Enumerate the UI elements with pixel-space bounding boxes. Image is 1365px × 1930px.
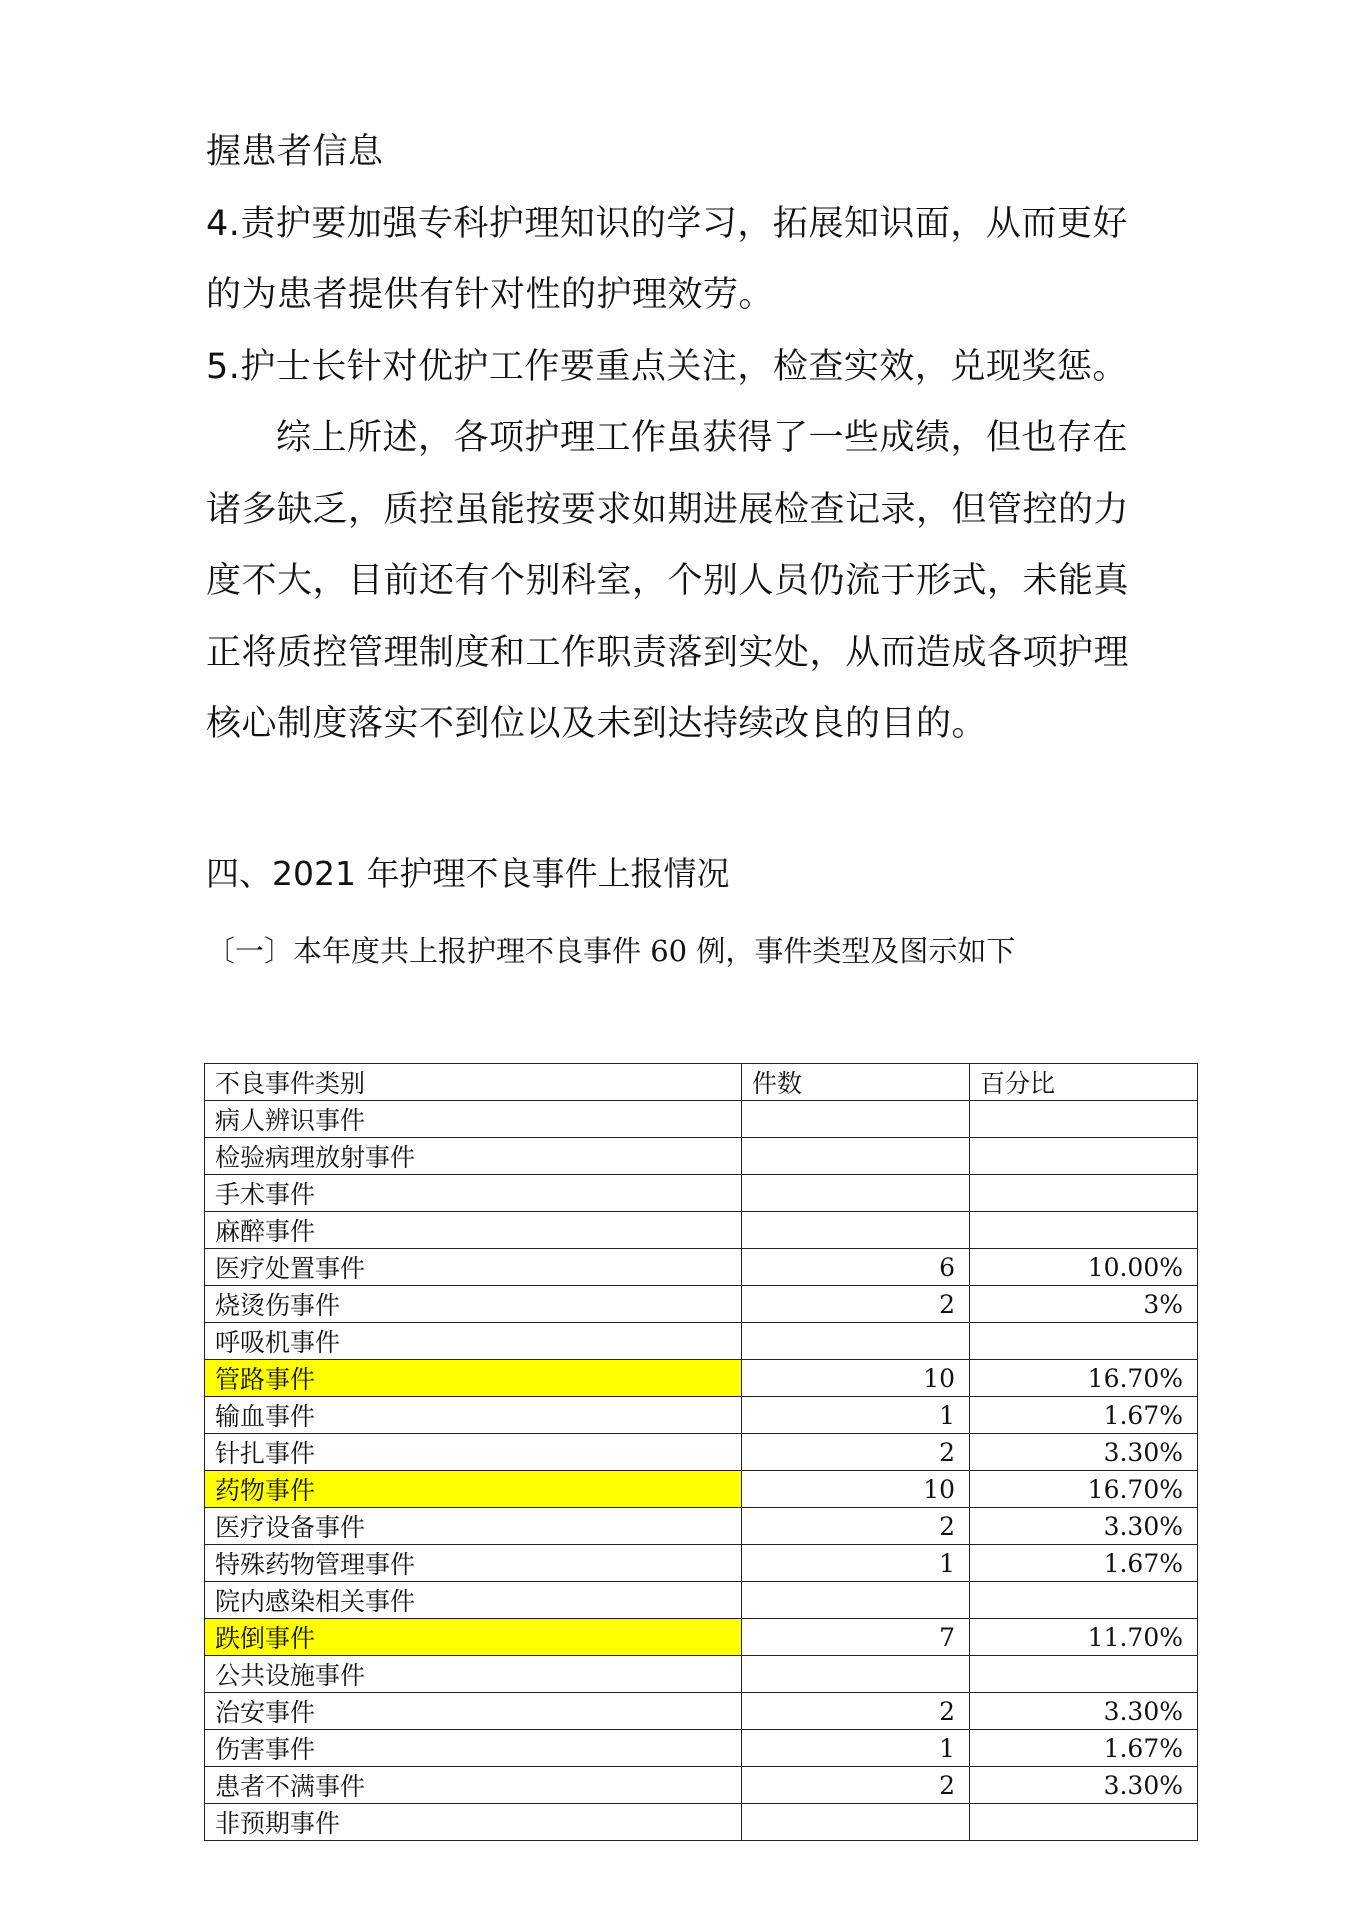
event-category-cell: 跌倒事件 [205,1619,742,1656]
text-line: 握患者信息 [206,132,384,172]
text-line: 正将质控管理制度和工作职责落到实处，从而造成各项护理 [206,632,1130,673]
event-category-cell: 患者不满事件 [205,1767,742,1804]
text-line: 度不大，目前还有个别科室，个别人员仍流于形式，未能真 [206,561,1130,601]
event-category-cell: 麻醉事件 [205,1212,742,1249]
event-count-cell [742,1212,970,1249]
table-row [205,1249,1198,1286]
event-category-cell: 医疗处置事件 [205,1249,742,1286]
event-category-cell: 药物事件 [205,1471,742,1508]
table-row [205,1582,1198,1619]
header-count: 件数 [742,1064,970,1101]
event-count-cell [742,1804,970,1841]
table-row [205,1434,1198,1471]
event-category-cell: 医疗设备事件 [205,1508,742,1545]
event-percent-cell [970,1175,1198,1212]
body-text [206,117,1166,761]
table-row [205,1286,1198,1323]
adverse-events-table [204,1063,1198,1841]
event-percent-cell: 1.67% [970,1397,1198,1434]
event-percent-cell [970,1138,1198,1175]
event-count-cell: 6 [742,1249,970,1286]
event-percent-cell: 3.30% [970,1693,1198,1730]
event-percent-cell: 3.30% [970,1434,1198,1471]
event-category-cell: 非预期事件 [205,1804,742,1841]
event-percent-cell [970,1656,1198,1693]
event-count-cell: 7 [742,1619,970,1656]
event-percent-cell: 10.00% [970,1249,1198,1286]
event-count-cell: 2 [742,1286,970,1323]
event-category-cell: 公共设施事件 [205,1656,742,1693]
event-percent-cell [970,1101,1198,1138]
table-row [205,1619,1198,1656]
event-category-cell: 病人辨识事件 [205,1101,742,1138]
event-category-cell: 针扎事件 [205,1434,742,1471]
table-row [205,1508,1198,1545]
text-line: 综上所述，各项护理工作虽获得了一些成绩，但也存在 [276,418,1129,458]
event-category-cell: 治安事件 [205,1693,742,1730]
table-row [205,1730,1198,1767]
text-line: 4.责护要加强专科护理知识的学习，拓展知识面，从而更好 [206,203,1128,244]
event-count-cell: 2 [742,1508,970,1545]
event-percent-cell: 11.70% [970,1619,1198,1656]
table-body [205,1101,1198,1841]
event-percent-cell: 1.67% [970,1730,1198,1767]
event-category-cell: 手术事件 [205,1175,742,1212]
event-category-cell: 特殊药物管理事件 [205,1545,742,1582]
event-percent-cell [970,1804,1198,1841]
table-row [205,1656,1198,1693]
text-line: 5.护士长针对优护工作要重点关注，检查实效，兑现奖惩。 [206,346,1128,387]
event-category-cell: 呼吸机事件 [205,1323,742,1360]
table-row [205,1545,1198,1582]
event-count-cell [742,1582,970,1619]
event-percent-cell [970,1323,1198,1360]
event-percent-cell: 16.70% [970,1471,1198,1508]
event-percent-cell: 1.67% [970,1545,1198,1582]
event-count-cell [742,1101,970,1138]
table-row [205,1693,1198,1730]
table-row [205,1323,1198,1360]
table-header-row [205,1064,1198,1101]
event-count-cell: 1 [742,1545,970,1582]
header-category: 不良事件类别 [205,1064,742,1101]
event-category-cell: 烧烫伤事件 [205,1286,742,1323]
event-count-cell: 10 [742,1360,970,1397]
event-category-cell: 管路事件 [205,1360,742,1397]
section-title: 四、2021 年护理不良事件上报情况 [206,854,730,893]
table-row [205,1175,1198,1212]
text-line: 的为患者提供有针对性的护理效劳。 [206,275,775,315]
text-line: 核心制度落实不到位以及未到达持续改良的目的。 [206,704,988,744]
text-line: 诸多缺乏，质控虽能按要求如期进展检查记录，但管控的力 [206,489,1130,530]
event-percent-cell [970,1212,1198,1249]
event-count-cell: 1 [742,1730,970,1767]
event-count-cell [742,1138,970,1175]
event-count-cell [742,1175,970,1212]
event-category-cell: 输血事件 [205,1397,742,1434]
subsection-title: 〔一〕本年度共上报护理不良事件 60 例，事件类型及图示如下 [206,934,1016,968]
event-percent-cell: 3.30% [970,1767,1198,1804]
table-row [205,1138,1198,1175]
table-row [205,1360,1198,1397]
table-row [205,1101,1198,1138]
event-category-cell: 院内感染相关事件 [205,1582,742,1619]
event-percent-cell: 16.70% [970,1360,1198,1397]
event-count-cell: 1 [742,1397,970,1434]
event-percent-cell: 3.30% [970,1508,1198,1545]
table-row [205,1804,1198,1841]
event-category-cell: 检验病理放射事件 [205,1138,742,1175]
event-category-cell: 伤害事件 [205,1730,742,1767]
event-percent-cell: 3% [970,1286,1198,1323]
table-row [205,1212,1198,1249]
header-percent: 百分比 [970,1064,1198,1101]
event-count-cell: 10 [742,1471,970,1508]
event-count-cell: 2 [742,1767,970,1804]
event-count-cell: 2 [742,1693,970,1730]
event-percent-cell [970,1582,1198,1619]
table-row [205,1471,1198,1508]
table-row [205,1767,1198,1804]
event-count-cell [742,1323,970,1360]
event-count-cell: 2 [742,1434,970,1471]
table-row [205,1397,1198,1434]
event-count-cell [742,1656,970,1693]
